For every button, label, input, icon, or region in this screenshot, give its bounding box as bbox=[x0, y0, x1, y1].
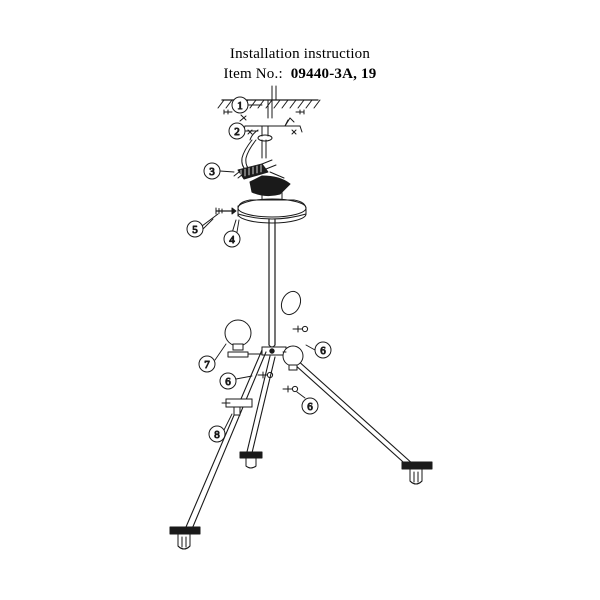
callout-label: 7 bbox=[204, 359, 210, 371]
callout-5 bbox=[187, 221, 203, 237]
callout-label: 6 bbox=[307, 401, 313, 413]
callout-4 bbox=[224, 231, 240, 247]
callout-label: 5 bbox=[192, 224, 198, 236]
callout-label: 6 bbox=[320, 345, 326, 357]
mounting-bracket bbox=[243, 118, 302, 141]
callout-bubbles bbox=[187, 97, 331, 442]
arm-foot-left bbox=[170, 527, 200, 549]
callout-6-center bbox=[302, 398, 318, 414]
callout-6-right bbox=[315, 342, 331, 358]
page-title: Installation instruction bbox=[229, 46, 371, 62]
callout-7 bbox=[199, 356, 215, 372]
callout-1 bbox=[232, 97, 248, 113]
lamp-holder-socket bbox=[222, 399, 252, 415]
callout-label: 6 bbox=[225, 376, 231, 388]
item-number-label: Item No.: bbox=[223, 66, 283, 83]
callout-label: 8 bbox=[214, 429, 220, 441]
callout-label: 2 bbox=[234, 126, 240, 138]
globe-shade-left bbox=[225, 320, 262, 357]
arm-foot-right bbox=[402, 462, 432, 484]
set-screw-detail bbox=[202, 206, 238, 233]
callout-2 bbox=[229, 123, 245, 139]
supply-wires bbox=[268, 86, 276, 118]
callout-label: 1 bbox=[237, 100, 243, 112]
item-number-value: 09440-3A, 19 bbox=[290, 66, 377, 83]
globe-shade-center bbox=[283, 346, 303, 370]
callout-label: 4 bbox=[229, 234, 235, 246]
callout-3 bbox=[204, 163, 220, 179]
callout-label: 3 bbox=[209, 166, 215, 178]
arm-foot-center bbox=[240, 452, 262, 468]
callout-6-left bbox=[220, 373, 236, 389]
callout-8 bbox=[209, 426, 225, 442]
rod-ring-upper bbox=[278, 288, 304, 317]
center-rod bbox=[269, 219, 275, 347]
